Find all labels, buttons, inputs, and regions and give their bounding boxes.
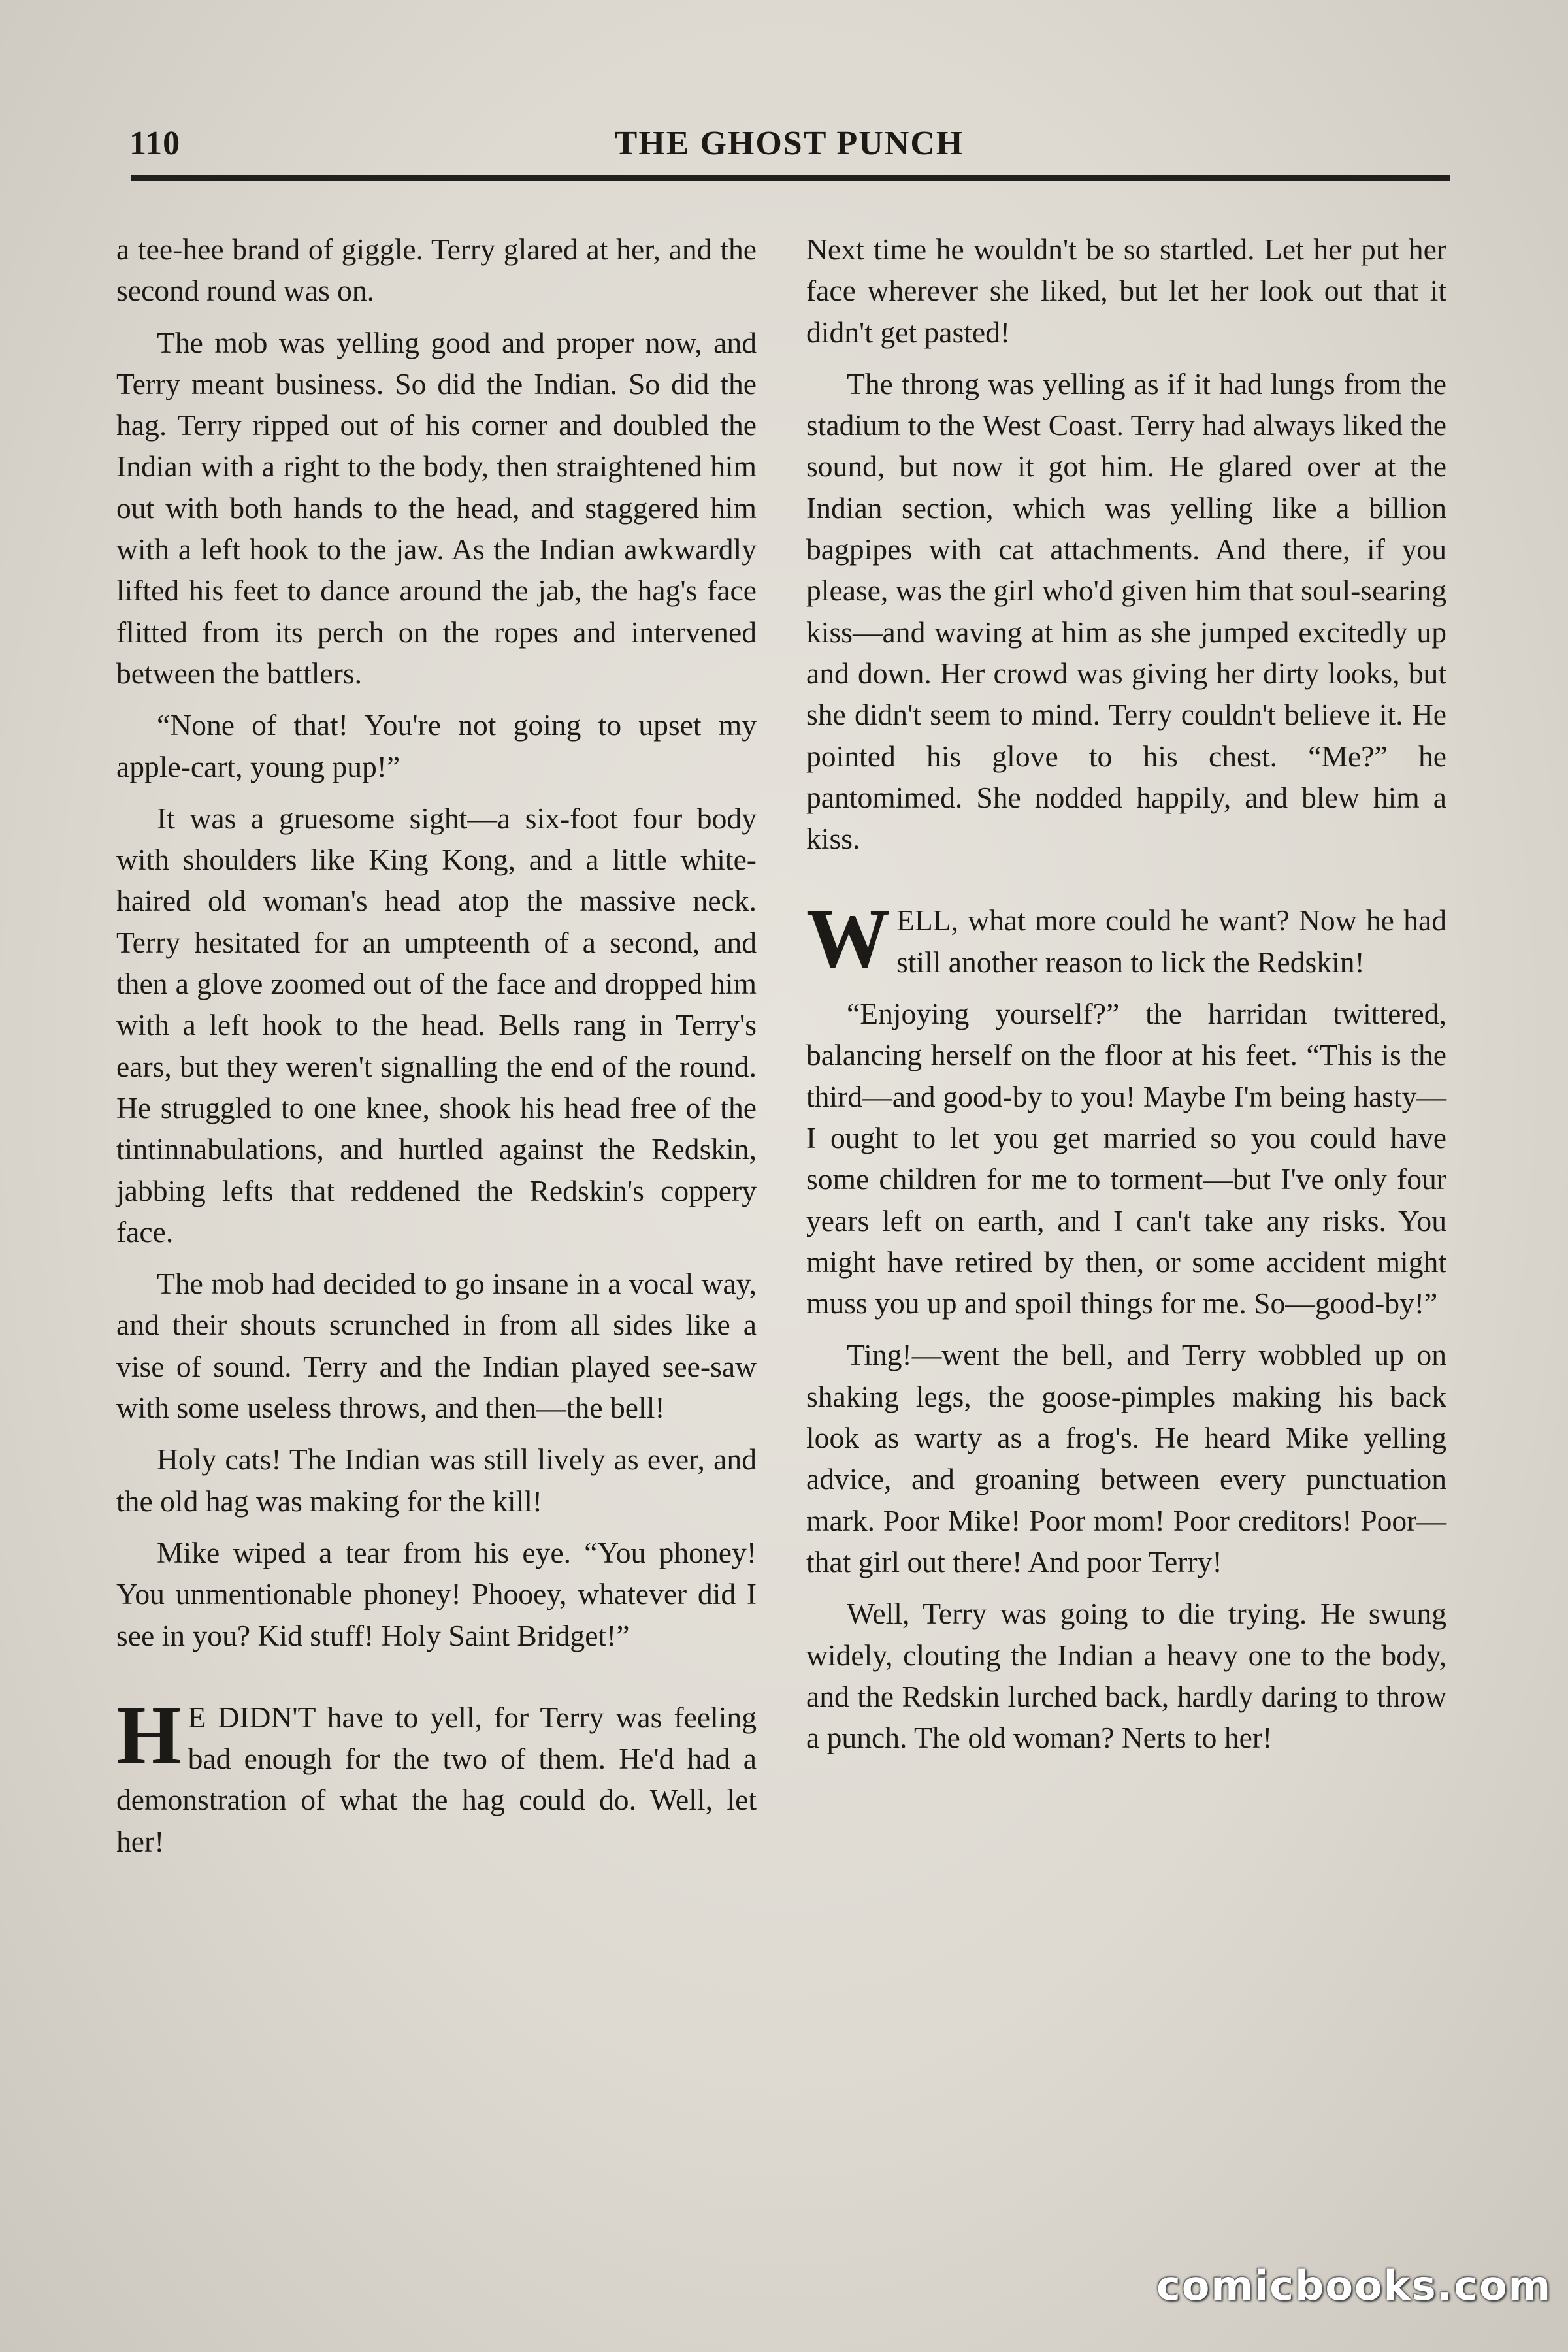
paragraph: Next time he wouldn't be so startled. Let her put her face wherever she liked, but let her look out that it didn't get pasted! (806, 233, 1446, 349)
paragraph: Mike wiped a tear from his eye. “You phoney! You unmentionable phoney! Phooey, whatever did I see in you? Kid stuff! Holy Saint Bridget!” (116, 1535, 757, 1652)
paragraph: Ting!—went the bell, and Terry wobbled up on shaking legs, the goose-pimples making his back look as warty as a frog's. He heard Mike yelling advice, and groaning between every punctuation mark. Poor Mike! Poor mom! Poor creditors! Poor—that girl out there! And poor Terry! (806, 1338, 1446, 1578)
section-paragraph (806, 892, 1446, 985)
paragraph: The mob was yelling good and proper now, and Terry meant business. So did the Indian. So did the hag. Terry ripped out of his corner and doubled the Indian with a right to the body, then straightened him out with both hands to the head, and staggered him with a left hook to the jaw. As the Indian awkwardly lifted his feet to dance around the jab, the hag's face flitted from its perch on the ropes and intervened between the battlers. (116, 325, 757, 690)
paragraph: “None of that! You're not going to upset my apple-cart, young pup!” (116, 708, 757, 783)
drop-cap: H (116, 1688, 182, 1782)
paragraph: The mob had decided to go insane in a vocal way, and their shouts scrunched in from all sides like a vise of sound. Terry and the Indian played see-saw with some useless throws, and then—the bell! (116, 1267, 757, 1425)
paragraph: “Enjoying yourself?” the harridan twittered, balancing herself on the floor at his feet. “This is the third—and good-by to you! Maybe I'm being hasty—I ought to let you get married so you could have some children for me to torment—but I've only four years left on earth, and I can't take any risks. You might have retired by then, or some accident might muss you up and spoil things for me. So—good-by!” (806, 997, 1446, 1320)
paragraph: It was a gruesome sight—a six-foot four body with shoulders like King Kong, and a little white-haired old woman's head atop the massive neck. Terry hesitated for an umpteenth of a second, and then a glove zoomed out of the face and dropped him with a left hook to the head. Bells rang in Terry's ears, but they weren't signalling the end of the round. He struggled to one knee, shook his head free of the tintinnabulations, and hurtled against the Redskin, jabbing lefts that reddened the Redskin's coppery face. (116, 801, 757, 1249)
paragraph-text: E DIDN'T have to yell, for Terry was feeling bad enough for the two of them. He'd had a demonstration of what the hag could do. Well, let her! (116, 1700, 757, 1858)
paragraph: Holy cats! The Indian was still lively as ever, and the old hag was making for the kill! (116, 1443, 757, 1518)
paragraph: Well, Terry was going to die trying. He swung widely, clouting the Indian a heavy one to the body, and the Redskin lurched back, hardly daring to throw a punch. The old woman? Nerts to her! (806, 1597, 1446, 1755)
header-rule (131, 175, 1450, 181)
site-watermark: comicbooks.com (1156, 2262, 1552, 2310)
drop-cap: W (806, 892, 890, 985)
section-paragraph (116, 1688, 757, 1862)
right-column (806, 229, 1446, 1769)
paragraph: The throng was yelling as if it had lungs from the stadium to the West Coast. Terry had always liked the sound, but now it got him. He glared over at the Indian section, which was yelling like a billion bagpipes with cat attachments. And there, if you please, was the girl who'd given him that soul-searing kiss—and waving at him as she jumped excitedly up and down. Her crowd was giving her dirty looks, but she didn't seem to mind. Terry couldn't believe it. He pointed his glove to his chest. “Me?” he pantomimed. She nodded happily, and blew him a kiss. (806, 367, 1446, 856)
paragraph: a tee-hee brand of giggle. Terry glared at her, and the second round was on. (116, 233, 757, 308)
page-header (129, 124, 1449, 170)
left-column (116, 229, 757, 1872)
page-number: 110 (129, 125, 181, 162)
paragraph-text: ELL, what more could he want? Now he had still another reason to lick the Redskin! (896, 904, 1446, 979)
running-title: THE GHOST PUNCH (614, 125, 964, 162)
